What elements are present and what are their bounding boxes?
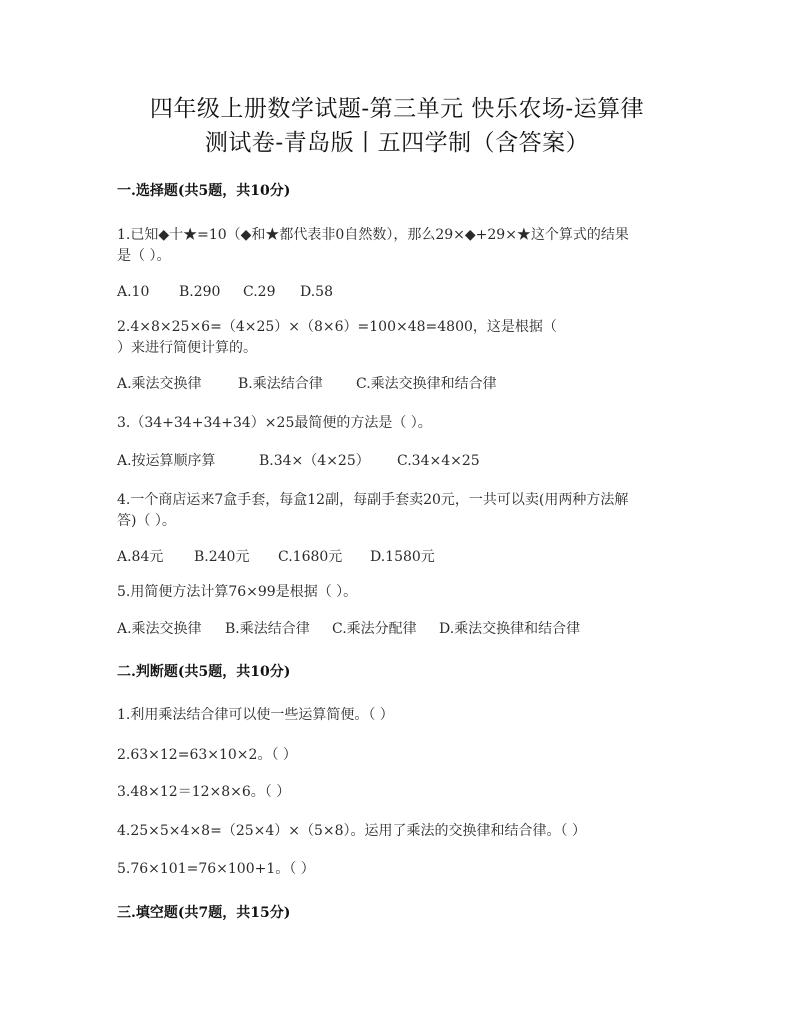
option-a: A.10 (117, 284, 150, 300)
option-c: C.29 (243, 284, 276, 300)
question-4-stem-line2: 答)（ ）。 (117, 513, 176, 529)
page-title-line2: 测试卷-青岛版丨五四学制（含答案） (204, 130, 590, 156)
option-c: C.乘法交换律和结合律 (356, 376, 497, 392)
judgement-item-2: 2.63×12=63×10×2。（ ） (117, 747, 297, 763)
question-2-stem-line1: 2.4×8×25×6=（4×25）×（8×6）=100×48=4800，这是根据（ (117, 319, 557, 335)
option-b: B.240元 (194, 549, 250, 565)
question-4-stem-line1: 4.一个商店运来7盒手套，每盒12副，每副手套卖20元，一共可以卖(用两种方法解 (117, 492, 629, 508)
option-a: A.乘法交换律 (117, 376, 202, 392)
question-1-options (117, 282, 333, 302)
judgement-item-1: 1.利用乘法结合律可以使一些运算简便。（ ） (117, 707, 394, 723)
question-5-options (117, 619, 580, 639)
option-b: B.乘法结合律 (238, 376, 323, 392)
option-d: D.58 (300, 284, 333, 300)
judgement-item-4: 4.25×5×4×8=（25×4）×（5×8）。运用了乘法的交换律和结合律。（ ） (117, 823, 586, 839)
option-b: B.乘法结合律 (225, 621, 310, 637)
page-title-line1: 四年级上册数学试题-第三单元 快乐农场-运算律 (149, 96, 645, 122)
option-c: C.34×4×25 (397, 453, 480, 469)
question-2-stem-line2: ）来进行简便计算的。 (117, 340, 257, 356)
option-c: C.乘法分配律 (332, 621, 417, 637)
question-4-options (117, 547, 435, 567)
option-a: A.84元 (117, 549, 164, 565)
option-a: A.按运算顺序算 (117, 453, 216, 469)
question-2-options (117, 374, 497, 394)
judgement-item-3: 3.48×12＝12×8×6。（ ） (117, 784, 291, 800)
section-heading-choice: 一.选择题(共5题，共10分) (117, 183, 291, 199)
judgement-item-5: 5.76×101=76×100+1。（ ） (117, 861, 315, 877)
section-heading-fill-in: 三.填空题(共7题，共15分) (117, 905, 291, 921)
option-d: D.乘法交换律和结合律 (439, 621, 581, 637)
question-5-stem: 5.用简便方法计算76×99是根据（ ）。 (117, 584, 358, 600)
question-3-stem: 3.（34+34+34+34）×25最简便的方法是（ ）。 (117, 415, 432, 431)
question-3-options (117, 451, 480, 471)
question-1-stem-line1: 1.已知◆十★=10（◆和★都代表非0自然数），那么29×◆+29×★这个算式的结果 (117, 227, 629, 243)
section-heading-judgement: 二.判断题(共5题，共10分) (117, 664, 291, 680)
question-1-stem-line2: 是（ ）。 (117, 248, 171, 264)
option-c: C.1680元 (278, 549, 343, 565)
option-a: A.乘法交换律 (117, 621, 202, 637)
option-b: B.290 (179, 284, 221, 300)
option-d: D.1580元 (370, 549, 435, 565)
option-b: B.34×（4×25） (259, 453, 370, 469)
